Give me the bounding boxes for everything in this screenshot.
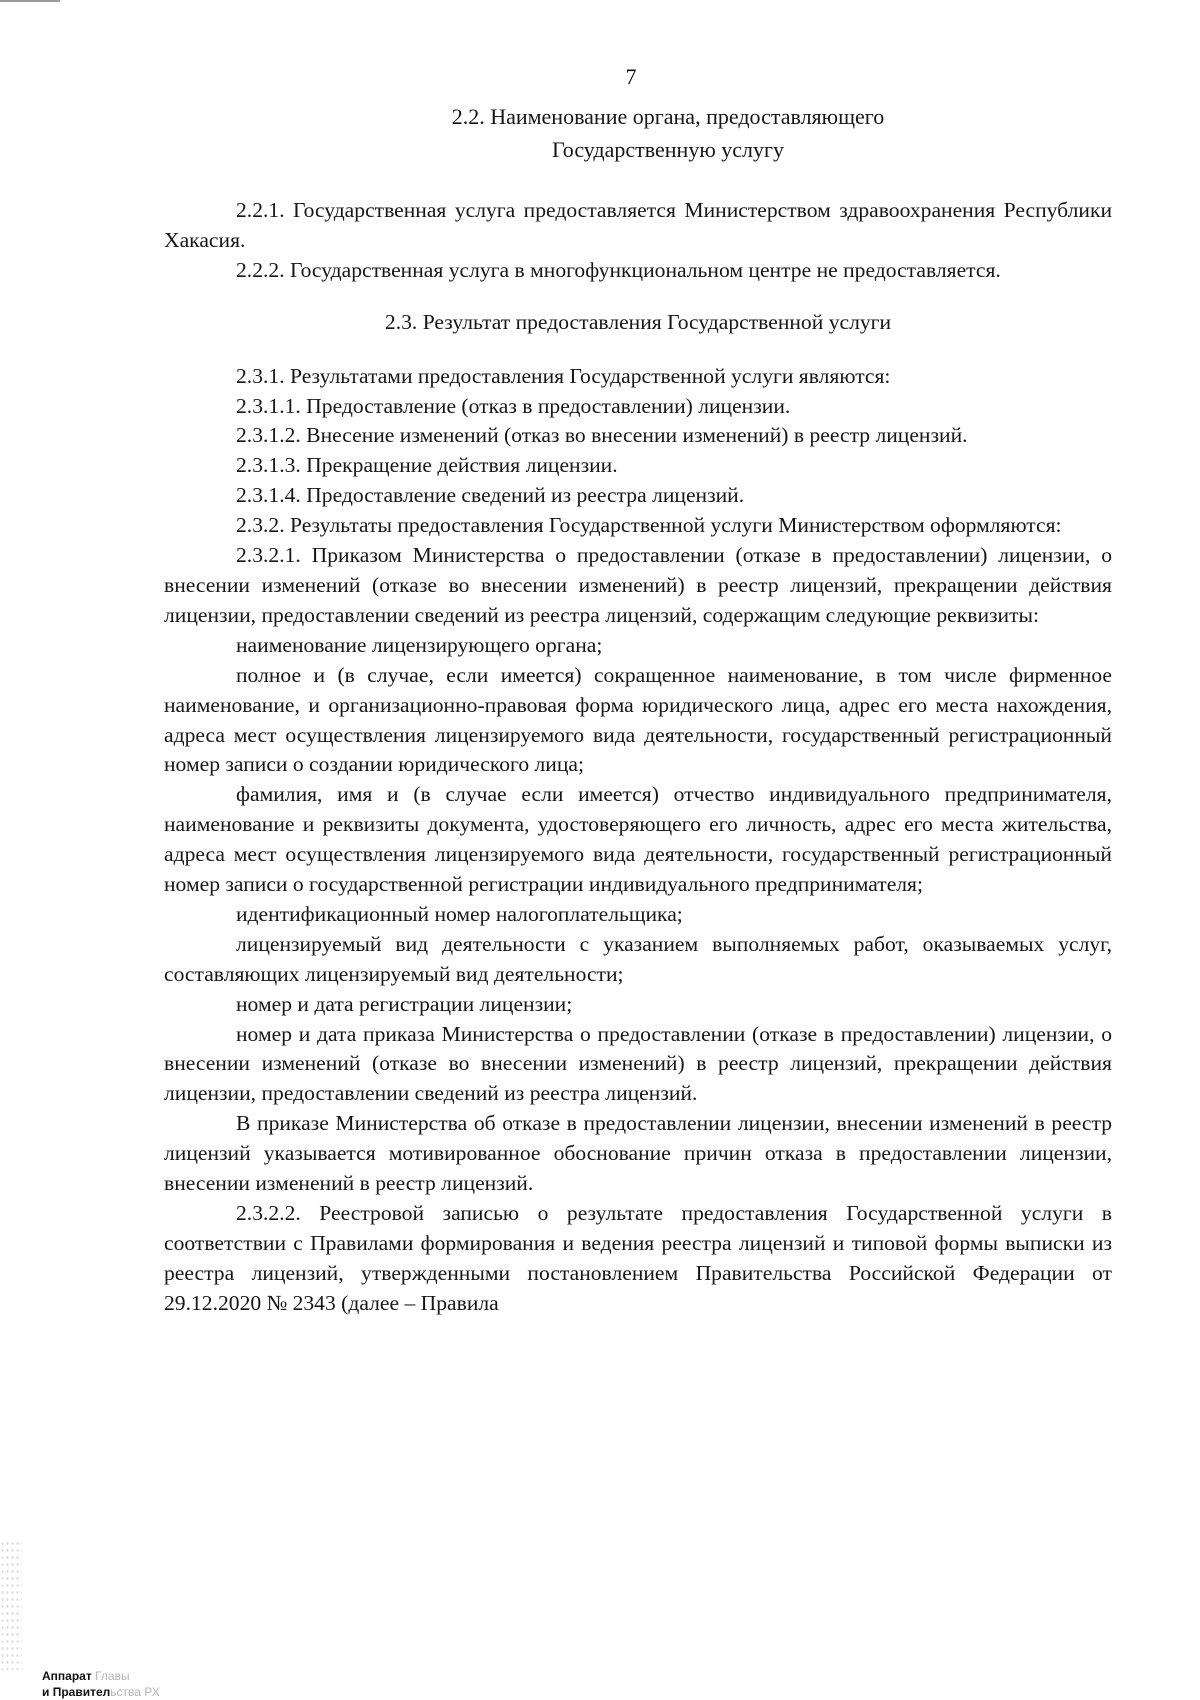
requisite-item: полное и (в случае, если имеется) сокращенное наименование, в том числе фирменное наименование, и организационно-правовая форма юридического лица, адрес его места нахождения, адреса мест осуществления лицензируемого вида деятельности, государственный регистрационный номер записи о создании юридического лица;	[164, 662, 1112, 777]
paragraph-2-3-1: 2.3.1. Результатами предоставления Государственной услуги являются:	[236, 363, 891, 388]
section-heading-2-2	[160, 100, 1176, 166]
scan-corner-mark	[0, 0, 60, 2]
paragraph-2-3-1-4: 2.3.1.4. Предоставление сведений из реестра лицензий.	[236, 483, 745, 508]
requisite-item: наименование лицензирующего органа;	[236, 632, 603, 657]
requisite-item: фамилия, имя и (в случае если имеется) отчество индивидуального предпринимателя, наименование и реквизиты документа, удостоверяющего его личность, адрес его места жительства, адреса мест осуществления лицензируемого вида деятельности, государственный регистрационный номер записи о государственной регистрации индивидуального предпринимателя;	[164, 782, 1112, 897]
requisite-item: идентификационный номер налогоплательщика;	[236, 901, 683, 926]
scan-noise	[0, 1540, 22, 1670]
paragraph-2-3-2-2: 2.3.2.2. Реестровой записью о результате предоставления Государственной услуги в соответствии с Правилами формирования и ведения реестра лицензий и типовой формы выписки из реестра лицензий, утвержденными постановлением Правительства Российской Федерации от 29.12.2020 № 2343 (далее – Правила	[164, 1201, 1112, 1315]
paragraph-2-2-2: 2.2.2. Государственная услуга в многофункциональном центре не предоставляется.	[236, 257, 1001, 282]
requisite-item: номер и дата приказа Министерства о предоставлении (отказе в предоставлении) лицензии, о внесении изменений (отказе во внесении изменений) в реестр лицензий, прекращении действия лицензии, предоставлении сведений из реестра лицензий.	[164, 1021, 1112, 1106]
office-stamp	[42, 1668, 160, 1700]
requisite-item: лицензируемый вид деятельности с указанием выполняемых работ, оказываемых услуг, составляющих лицензируемый вид деятельности;	[164, 931, 1112, 986]
paragraph-2-3-1-1: 2.3.1.1. Предоставление (отказ в предоставлении) лицензии.	[236, 393, 791, 418]
paragraph-2-3-2: 2.3.2. Результаты предоставления Государственной услуги Министерством оформляются:	[236, 513, 1062, 538]
stamp-line-2: и Правительства РХ	[42, 1685, 160, 1699]
paragraph-2-3-1-2: 2.3.1.2. Внесение изменений (отказ во внесении изменений) в реестр лицензий.	[236, 423, 968, 448]
requisite-item: номер и дата регистрации лицензии;	[236, 991, 573, 1016]
section-heading-2-3: 2.3. Результат предоставления Государственной услуги	[384, 309, 892, 334]
section-heading-2-2-line2: Государственную услугу	[551, 137, 785, 162]
paragraph-2-3-1-3: 2.3.1.3. Прекращение действия лицензии.	[236, 453, 618, 478]
document-body	[164, 196, 1112, 1319]
paragraph-2-3-2-1: 2.3.2.1. Приказом Министерства о предоставлении (отказе в предоставлении) лицензии, о внесении изменений (отказе во внесении изменений) в реестр лицензий, прекращении действия лицензии, предоставлении сведений из реестра лицензий, содержащим следующие реквизиты:	[164, 543, 1112, 627]
page-number: 7	[625, 64, 637, 89]
section-heading-2-2-line1: 2.2. Наименование органа, предоставляющего	[451, 104, 885, 129]
paragraph-refusal-justification: В приказе Министерства об отказе в предоставлении лицензии, внесении изменений в реестр лицензий указывается мотивированное обоснование причин отказа в предоставлении лицензии, внесении изменений в реестр лицензий.	[164, 1111, 1112, 1196]
paragraph-2-2-1: 2.2.1. Государственная услуга предоставляется Министерством здравоохранения Республики Хакасия.	[164, 198, 1112, 252]
stamp-line-1: Аппарат Главы	[42, 1669, 130, 1683]
